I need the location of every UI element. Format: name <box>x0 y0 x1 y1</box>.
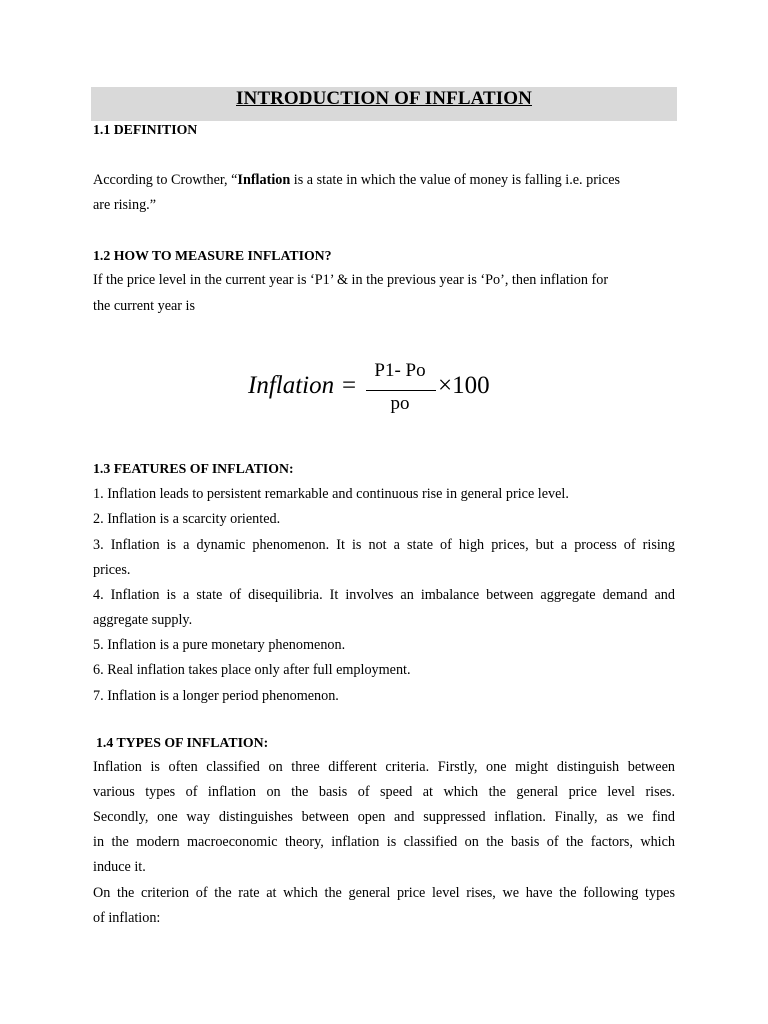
formula-fraction-bar <box>366 390 436 391</box>
heading-types: 1.4 TYPES OF INFLATION: <box>96 735 269 750</box>
definition-line-2: are rising.” <box>93 197 157 213</box>
definition-line-1-start: According to Crowther, “ <box>93 172 238 188</box>
types-paragraph-line: various types of inflation on the basis of speed at which the general price level rises. <box>93 784 675 800</box>
types-paragraph-line: of inflation: <box>93 910 161 926</box>
page-title: INTRODUCTION OF INFLATION <box>236 88 532 109</box>
types-paragraph-line: On the criterion of the rate at which the general price level rises, we have the following types <box>93 885 675 901</box>
types-paragraph-line: Inflation is often classified on three different criteria. Firstly, one might distinguish between <box>93 759 675 775</box>
formula-equals: = <box>342 372 357 399</box>
formula-denominator: po <box>390 393 410 414</box>
heading-features: 1.3 FEATURES OF INFLATION: <box>93 461 294 476</box>
formula-numerator: P1- Po <box>374 360 426 381</box>
heading-definition: 1.1 DEFINITION <box>93 122 198 137</box>
definition-term: Inflation <box>237 172 291 188</box>
feature-item: 4. Inflation is a state of disequilibria. It involves an imbalance between aggregate demand and <box>93 587 675 603</box>
feature-item: aggregate supply. <box>93 612 193 628</box>
feature-item: 5. Inflation is a pure monetary phenomenon. <box>93 637 346 653</box>
formula-label: Inflation <box>248 372 335 399</box>
types-paragraph-line: in the modern macroeconomic theory, inflation is classified on the basis of the factors, which <box>93 834 675 850</box>
feature-item: 7. Inflation is a longer period phenomenon. <box>93 688 339 704</box>
definition-line-1 <box>93 171 675 189</box>
feature-item: 6. Real inflation takes place only after full employment. <box>93 662 411 678</box>
measure-line-1: If the price level in the current year is ‘P1’ & in the previous year is ‘Po’, then inflation for <box>93 272 609 288</box>
types-paragraph-line: induce it. <box>93 859 146 875</box>
types-paragraph-line: Secondly, one way distinguishes between open and suppressed inflation. Finally, as we find <box>93 809 675 825</box>
feature-item: prices. <box>93 562 131 578</box>
title-banner <box>91 87 677 121</box>
inflation-formula <box>248 358 508 428</box>
formula-multiplier: ×100 <box>438 372 490 399</box>
heading-measure: 1.2 HOW TO MEASURE INFLATION? <box>93 248 332 263</box>
measure-line-2: the current year is <box>93 298 196 314</box>
feature-item: 3. Inflation is a dynamic phenomenon. It is not a state of high prices, but a process of rising <box>93 537 675 553</box>
feature-item: 2. Inflation is a scarcity oriented. <box>93 511 281 527</box>
feature-item: 1. Inflation leads to persistent remarkable and continuous rise in general price level. <box>93 486 569 502</box>
definition-line-1-end: is a state in which the value of money is falling i.e. prices <box>290 172 621 188</box>
